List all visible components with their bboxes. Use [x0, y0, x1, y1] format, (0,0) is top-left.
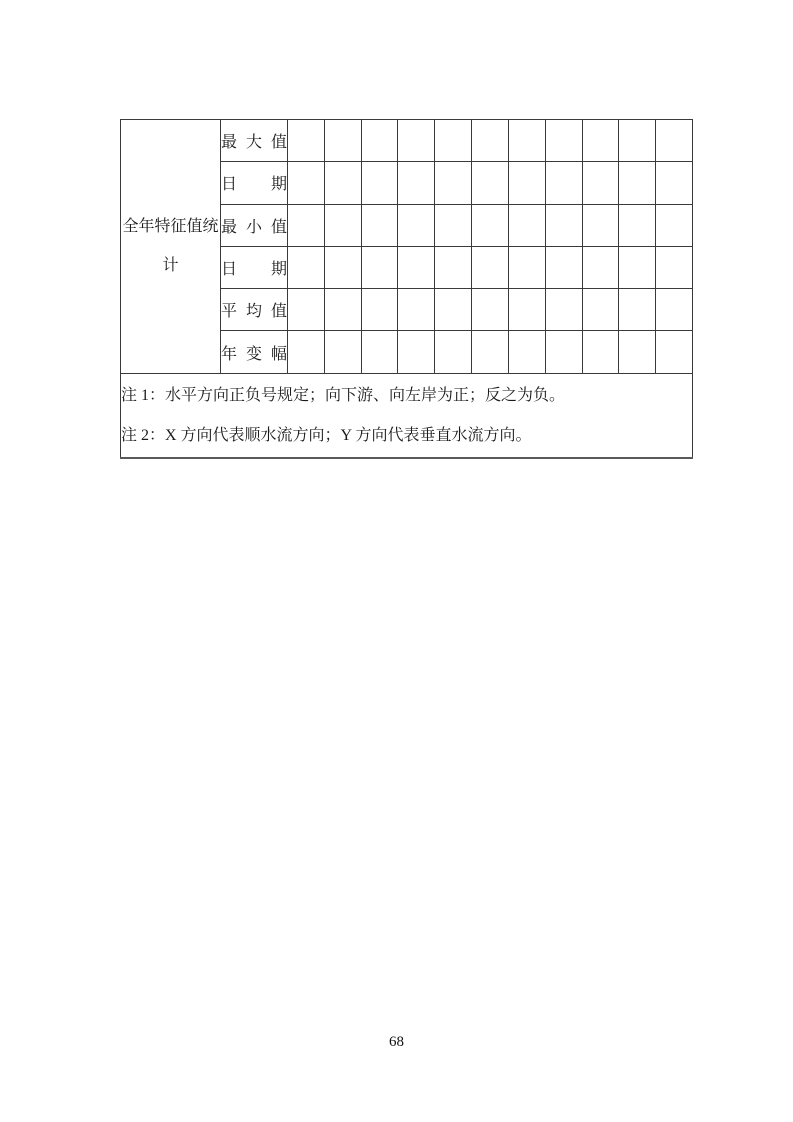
row-label-cell: 年变幅 [221, 331, 288, 373]
empty-data-cell [656, 331, 693, 373]
page-number: 68 [389, 1034, 404, 1050]
empty-data-cell [545, 289, 582, 331]
empty-data-cell [361, 120, 398, 162]
empty-data-cell [324, 120, 361, 162]
row-header-line2: 计 [162, 257, 179, 275]
empty-data-cell [398, 246, 435, 288]
empty-data-cell [324, 246, 361, 288]
empty-data-cell [508, 331, 545, 373]
table-notes-row [121, 373, 693, 458]
row-label-cell: 日期 [221, 162, 288, 204]
empty-data-cell [361, 246, 398, 288]
empty-data-cell [619, 289, 656, 331]
empty-data-cell [508, 289, 545, 331]
empty-data-cell [508, 246, 545, 288]
empty-data-cell [398, 204, 435, 246]
note-line-2: 注 2：X 方向代表顺水流方向；Y 方向代表垂直水流方向。 [121, 426, 532, 444]
empty-data-cell [324, 162, 361, 204]
empty-data-cell [361, 289, 398, 331]
empty-data-cell [619, 204, 656, 246]
empty-data-cell [619, 162, 656, 204]
empty-data-cell [508, 120, 545, 162]
row-header-line1: 全年特征值统 [122, 218, 219, 236]
empty-data-cell [582, 331, 619, 373]
empty-data-cell [398, 331, 435, 373]
empty-data-cell [472, 120, 509, 162]
empty-data-cell [398, 289, 435, 331]
empty-data-cell [545, 331, 582, 373]
row-label-cell: 日期 [221, 246, 288, 288]
empty-data-cell [545, 246, 582, 288]
empty-data-cell [582, 204, 619, 246]
empty-data-cell [435, 162, 472, 204]
annual-statistics-table [120, 119, 693, 459]
empty-data-cell [288, 204, 325, 246]
empty-data-cell [656, 289, 693, 331]
empty-data-cell [435, 120, 472, 162]
empty-data-cell [472, 289, 509, 331]
empty-data-cell [361, 331, 398, 373]
empty-data-cell [288, 162, 325, 204]
empty-data-cell [435, 289, 472, 331]
table-row-header-cell [121, 120, 221, 374]
empty-data-cell [472, 162, 509, 204]
empty-data-cell [472, 331, 509, 373]
empty-data-cell [619, 120, 656, 162]
notes-cell [121, 373, 693, 458]
empty-data-cell [435, 204, 472, 246]
empty-data-cell [435, 246, 472, 288]
row-label-cell: 平均值 [221, 289, 288, 331]
empty-data-cell [582, 120, 619, 162]
empty-data-cell [656, 204, 693, 246]
empty-data-cell [361, 162, 398, 204]
table-row [121, 120, 693, 162]
empty-data-cell [582, 162, 619, 204]
empty-data-cell [288, 246, 325, 288]
empty-data-cell [619, 331, 656, 373]
empty-data-cell [656, 162, 693, 204]
empty-data-cell [656, 120, 693, 162]
empty-data-cell [545, 162, 582, 204]
empty-data-cell [324, 204, 361, 246]
empty-data-cell [582, 289, 619, 331]
row-label-cell: 最大值 [221, 120, 288, 162]
empty-data-cell [435, 331, 472, 373]
note-line-1: 注 1：水平方向正负号规定；向下游、向左岸为正；反之为负。 [121, 386, 566, 404]
empty-data-cell [361, 204, 398, 246]
empty-data-cell [288, 289, 325, 331]
empty-data-cell [582, 246, 619, 288]
empty-data-cell [472, 204, 509, 246]
row-label-cell: 最小值 [221, 204, 288, 246]
empty-data-cell [619, 246, 656, 288]
empty-data-cell [545, 204, 582, 246]
empty-data-cell [472, 246, 509, 288]
empty-data-cell [324, 331, 361, 373]
empty-data-cell [288, 120, 325, 162]
empty-data-cell [398, 120, 435, 162]
empty-data-cell [656, 246, 693, 288]
empty-data-cell [508, 162, 545, 204]
empty-data-cell [324, 289, 361, 331]
empty-data-cell [288, 331, 325, 373]
empty-data-cell [508, 204, 545, 246]
empty-data-cell [398, 162, 435, 204]
empty-data-cell [545, 120, 582, 162]
